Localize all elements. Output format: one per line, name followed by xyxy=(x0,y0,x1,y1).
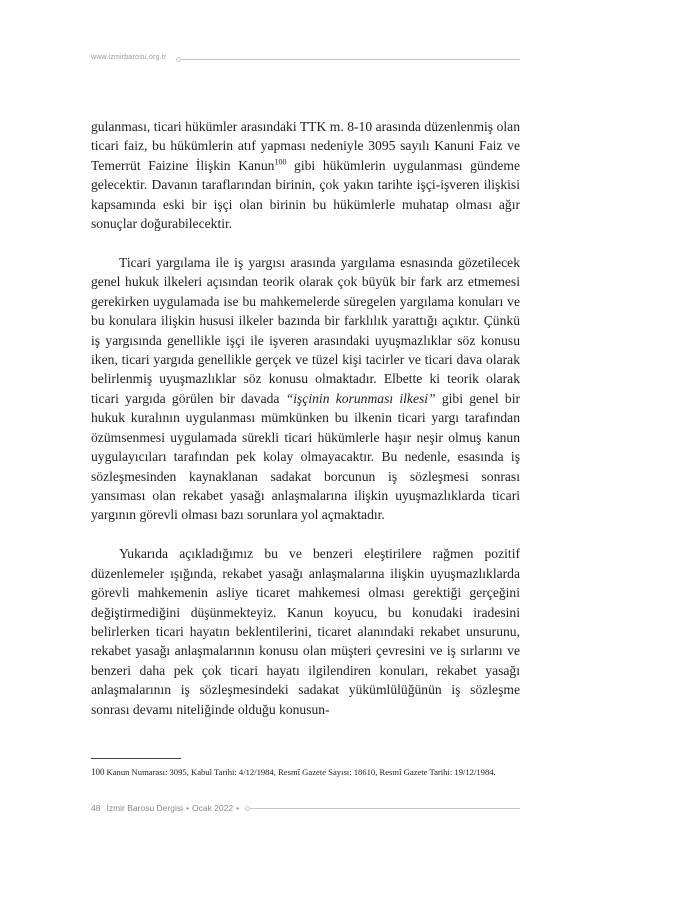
footnote-ref-100[interactable]: 100 xyxy=(274,157,287,167)
issue-date: Ocak 2022 xyxy=(191,803,234,813)
footer-bullet-end: • xyxy=(236,803,240,813)
footnote-rule xyxy=(91,758,181,759)
header-url[interactable]: www.izmirbarosu.org.tr xyxy=(91,54,167,61)
header-rule xyxy=(180,59,520,60)
footnote-number: 100 xyxy=(91,767,105,777)
footnote xyxy=(91,767,520,778)
paragraph-2 xyxy=(91,253,520,525)
journal-name: İzmir Barosu Dergisi xyxy=(106,803,183,813)
paragraph-2-italic: “işçinin korunması ilkesi” xyxy=(285,390,436,406)
paragraph-1-text-end: gibi hükümlerin uygulanması gündeme gelecektir. Davanın taraflarından birinin, çok yakın tarihte işçi-işveren ilişkisi kapsamında eski bir işçi olan birinin bu hükümlerle muhatap olması ağır sonuçlar doğurabilecektir. xyxy=(91,157,521,232)
paragraph-2-text-b: gibi genel bir hukuk kuralının uygulanması mümkünken bu ilkenin ticari yargı tarafından özümsenmesi uygulamada sürekli ticari hükümlerle haşır neşir olmuş kanun uygulayıcıları tarafından pek kolay olmayacaktır. Bu nedenle, esasında iş sözleşmesinden kaynaklanan sadakat borcunun iş sözleşmesi sonrası yansıması olan rekabet yasağı anlaşmalarına ilişkin uyuşmazlıklarda ticari yargının görevli olması bazı sorunlara yol açmaktadır. xyxy=(91,390,520,523)
footer-bullet: • xyxy=(186,803,189,813)
paragraph-2-text-a: Ticari yargılama ile iş yargısı arasında yargılama esnasında gözetilecek genel hukuk ilkeleri açısından teorik olarak çok büyük bir fark arz etmemesi gerekirken uygulamada ise bu mahkemelerde süregelen yargılama konuları ve bu konulara ilişkin hususi ilkeler bazında bir farklılık yarattığı açıktır. Çünkü iş yargısında genellikle işçi ile işveren arasındaki uyuşmazlıklar söz konusu iken, ticari yargıda genellikle gerçek ve tüzel kişi tacirler ve ticari dava olarak belirlenmiş uyuşmazlıklar söz konusu olmaktadır. Elbette ki teorik olarak ticari yargıda görülen bir davada xyxy=(91,255,520,406)
paragraph-1 xyxy=(91,117,520,233)
paragraph-1-text: gulanması, ticari hükümler arasındaki TTK m. 8-10 arasında düzenlenmiş olan ticari faiz, bu hükümlerin atıf yapması nedeniyle 3095 sayılı Kanuni Faiz ve Temerrüt Faizine İlişkin Kanun xyxy=(91,119,520,173)
footnote-text: Kanun Numarası: 3095, Kabul Tarihi: 4/12/1984, Resmî Gazete Sayısı: 18610, Resmî Gazete Tarihi: 19/12/1984. xyxy=(106,767,496,777)
body-text xyxy=(91,117,520,719)
footer-rule xyxy=(248,808,520,809)
paragraph-3: Yukarıda açıkladığımız bu ve benzeri eleştirilere rağmen pozitif düzenlemeler ışığında, rekabet yasağı anlaşmalarına ilişkin uyuşmazlıklarda görevli mahkemenin asliye ticaret mahkemesi olması gerektiği gerçeğini değiştirmediğini düşünmekteyiz. Kanun koyucu, bu konudaki iradesini belirlerken ticari hayatın beklentilerini, ticaret alanındaki rekabet unsurunu, rekabet yasağı anlaşmalarının konusu olan müşteri çevresini ve iş sırlarını ve benzeri daha pek çok ticari hayatı ilgilendiren konuları, rekabet yasağı anlaşmalarının iş sözleşmesindeki sadakat yükümlülüğünün iş sözleşme sonrası devamı niteliğinde olduğu konusun- xyxy=(91,546,520,717)
page-number: 48 xyxy=(91,803,101,813)
page-footer xyxy=(91,801,520,815)
